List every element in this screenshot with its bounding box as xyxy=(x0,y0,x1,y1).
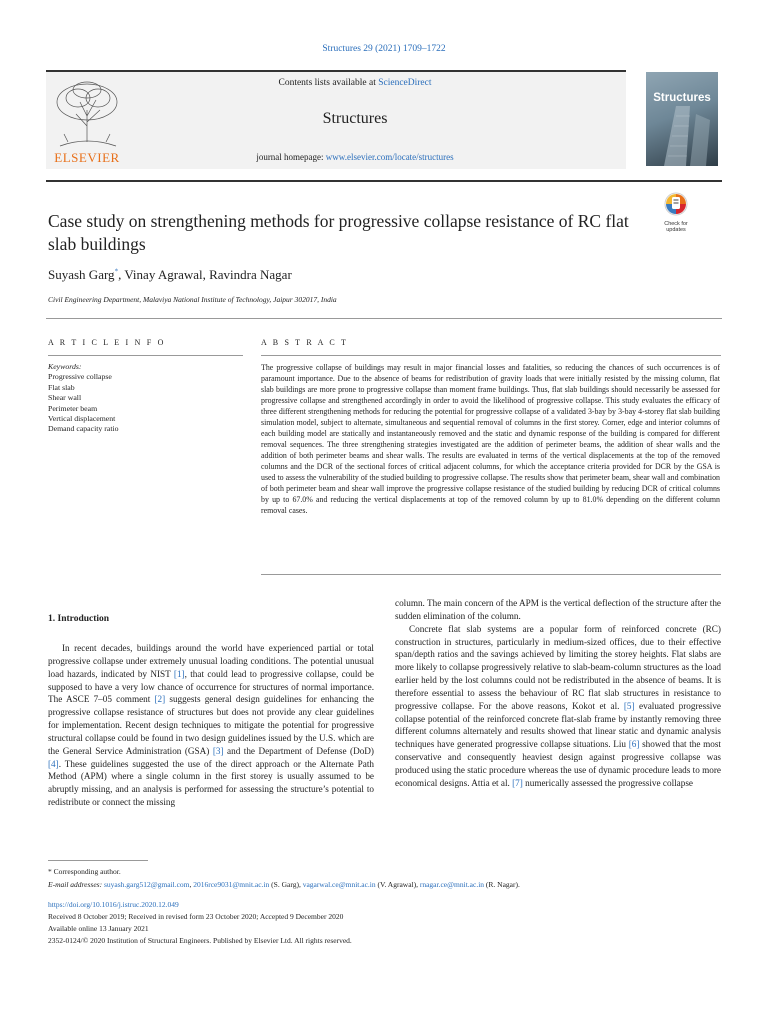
sciencedirect-link[interactable]: ScienceDirect xyxy=(378,78,432,88)
email-addresses: E-mail addresses: suyash.garg512@gmail.com, 2016rce9031@mnit.ac.in (S. Garg), vagarwal.ce@mnit.ac.in (V. Agrawal), rnagar.ce@mnit.ac.in (R. Nagar). xyxy=(48,879,520,889)
body-column-left xyxy=(48,642,374,809)
paragraph: In recent decades, buildings around the world have experienced partial or total progressive collapse under extremely unusual loading conditions. The potential unusual load hazards, indicated by NIST [1], that could lead to progressive collapse, could be supposed to have a very low chance of occurrence for structures of normal importance. The ASCE 7–05 comment [2] suggests general design guidelines for enhancing the progressive collapse resistance of structures but does not provide any clear guidelines for implementation. Recent design techniques to mitigate the potential for progressive structural collapse could be found in two design guidelines issued by the U.S. which are the General Service Administration (GSA) [3] and the Department of Defense (DoD) [4]. These guidelines suggested the use of the direct approach or the Alternate Path Method (APM) where a single column in the first storey is usually assumed to be abruptly missing, and an analysis is performed for assessing the structure’s potential to redistribute or connect the missing xyxy=(48,643,374,808)
author-affiliation: Civil Engineering Department, Malaviya National Institute of Technology, Jaipur 302017, India xyxy=(48,295,337,304)
author-name[interactable]: Ravindra Nagar xyxy=(209,267,292,282)
email-link[interactable]: rnagar.ce@mnit.ac.in xyxy=(419,879,485,889)
corresponding-author-mark[interactable]: * xyxy=(114,267,119,276)
contents-available xyxy=(140,78,570,88)
journal-homepage xyxy=(140,152,570,162)
citation-link[interactable]: [5] xyxy=(623,700,635,711)
cover-title: Structures xyxy=(653,92,711,104)
citation-link[interactable]: [7] xyxy=(512,777,523,788)
available-online: Available online 13 January 2021 xyxy=(48,924,149,933)
introduction-heading: 1. Introduction xyxy=(48,614,110,624)
author-list xyxy=(48,267,292,283)
abstract-text: The progressive collapse of buildings may result in major financial losses and fatalities, so reducing the chances of such occurrences is of paramount importance. Due to the absence of beams for redistribution of gravity loads that were initially resisted by the missing column, flat slab buildings are more prone to progressive collapse than moment frame buildings. Thus, flat slab buildings should necessarily be assessed for progressive collapse and strengthened accordingly in order to avoid the likelihood of progressive collapse. This study evaluates the efficacy of three different strengthening methods for reducing the potential for progressive collapse of a validated 3-bay by 3-bay 4-storey flat slab building simulation model, subject to alternate, simultaneous and sequential removal of columns in the first storey. Corner, edge and interior columns of each building model are statically and instantaneously removed and the static and dynamic response of the building is compared for different removal sequences. The three strengthening strategies investigated are the addition of perimeter beams, the addition of shear walls and the addition of both perimeter beams and shear walls. The results are evaluated in terms of the vertical displacements at the top of the removed columns and the DCR of the sectional forces of critical adjacent columns, for which the acceptance criteria provided for DCR by the GSA is used to assess the vulnerability of the studied building to progressive collapse. The results show that perimeter beam, shear wall and combination of both perimeter beam and shear wall improve the progressive collapse resistance of the studied building by reducing DCR of critical columns by up to 67.0% and reducing the vertical displacements at top of the removed column by up to 81.0% depending on the different column removal cases. xyxy=(261,363,720,515)
author-separator: , xyxy=(202,267,210,282)
keyword-item: Progressive collapse xyxy=(48,372,112,382)
elsevier-wordmark: ELSEVIER xyxy=(54,150,120,165)
citation-link[interactable]: [3] xyxy=(212,745,224,756)
abstract-end-rule xyxy=(261,574,721,575)
contents-prefix: Contents lists available at xyxy=(278,78,379,88)
keyword-item: Flat slab xyxy=(48,382,75,392)
journal-reference-link[interactable]: Structures 29 (2021) 1709–1722 xyxy=(322,44,446,54)
footnote-rule xyxy=(48,860,148,861)
article-title: Case study on strengthening methods for progressive collapse resistance of RC flat slab buildings xyxy=(48,211,629,254)
email-link[interactable]: 2016rce9031@mnit.ac.in xyxy=(193,879,270,889)
corresponding-author-note: * Corresponding author. xyxy=(48,867,121,876)
author-name[interactable]: Suyash Garg xyxy=(48,267,115,282)
keyword-item: Perimeter beam xyxy=(48,403,98,413)
body-column-right xyxy=(395,597,721,790)
article-info-heading: A R T I C L E I N F O xyxy=(48,338,166,347)
keyword-item: Demand capacity ratio xyxy=(48,424,119,434)
keyword-item: Vertical displacement xyxy=(48,414,116,424)
abstract-heading: A B S T R A C T xyxy=(261,338,349,347)
header-rule xyxy=(46,180,722,182)
author-separator: , xyxy=(118,267,125,282)
journal-name[interactable]: Structures xyxy=(322,110,388,127)
keyword-item: Shear wall xyxy=(48,393,82,403)
paragraph: column. The main concern of the APM is the vertical deflection of the structure after the sudden elimination of the column. xyxy=(395,598,721,621)
article-info-rule xyxy=(48,355,243,356)
footnotes xyxy=(48,866,520,891)
citation-link[interactable]: [4] xyxy=(48,758,59,769)
email-label: E-mail addresses: xyxy=(48,879,104,889)
keywords-list xyxy=(48,362,119,435)
article-history xyxy=(48,899,352,947)
email-link[interactable]: vagarwal.ce@mnit.ac.in xyxy=(302,879,376,889)
homepage-link[interactable]: www.elsevier.com/locate/structures xyxy=(325,152,454,162)
paragraph: Concrete flat slab systems are a popular form of reinforced concrete (RC) construction in structures, particularly in medium-sized offices, due to their effective span/depth ratios and the savings achieved by limiting the storey heights. Flat slabs are more likely to collapse progressively relative to slab-beam-column structures as the load earlier held by the lost columns could not be redistributed in the absence of beams. It is therefore essential to assess the behaviour of RC flat slab structures in resistance to progressive collapse. For the above reasons, Kokot et al. [5] evaluated progressive collapse potential of the reinforced concrete flat-slab frame by instantly removing three different columns alternately and results showed that linear static and dynamic analysis techniques have generated progressive collapse situations. Liu [6] showed that the most conservative and consequently heaviest design against progressive collapse was produced using the static procedure whereas the use of dynamic procedure leads to more economical designs. Attia et al. [7] numerically assessed the progressive collapse xyxy=(395,623,721,788)
citation-link[interactable]: [1] xyxy=(173,668,185,679)
copyright: 2352-0124/© 2020 Institution of Structural Engineers. Published by Elsevier Ltd. All rights reserved. xyxy=(48,936,352,945)
check-for-updates-label: Check for updates xyxy=(664,221,688,233)
received-dates: Received 8 October 2019; Received in revised form 23 October 2020; Accepted 9 December 2020 xyxy=(48,912,344,921)
citation-link[interactable]: [2] xyxy=(154,694,166,705)
doi-link[interactable]: https://doi.org/10.1016/j.istruc.2020.12.049 xyxy=(48,900,179,909)
citation-link[interactable]: [6] xyxy=(628,739,640,750)
cover-building-graphic xyxy=(646,72,718,166)
check-for-updates-button[interactable] xyxy=(650,192,702,234)
keywords-label: Keywords: xyxy=(48,362,82,371)
section-rule xyxy=(46,318,722,319)
homepage-prefix: journal homepage: xyxy=(256,152,326,162)
abstract-rule xyxy=(261,355,721,356)
email-link[interactable]: suyash.garg512@gmail.com xyxy=(103,879,190,889)
crossmark-icon xyxy=(664,192,688,216)
author-name[interactable]: Vinay Agrawal xyxy=(124,267,203,282)
journal-cover-image[interactable] xyxy=(646,72,718,166)
